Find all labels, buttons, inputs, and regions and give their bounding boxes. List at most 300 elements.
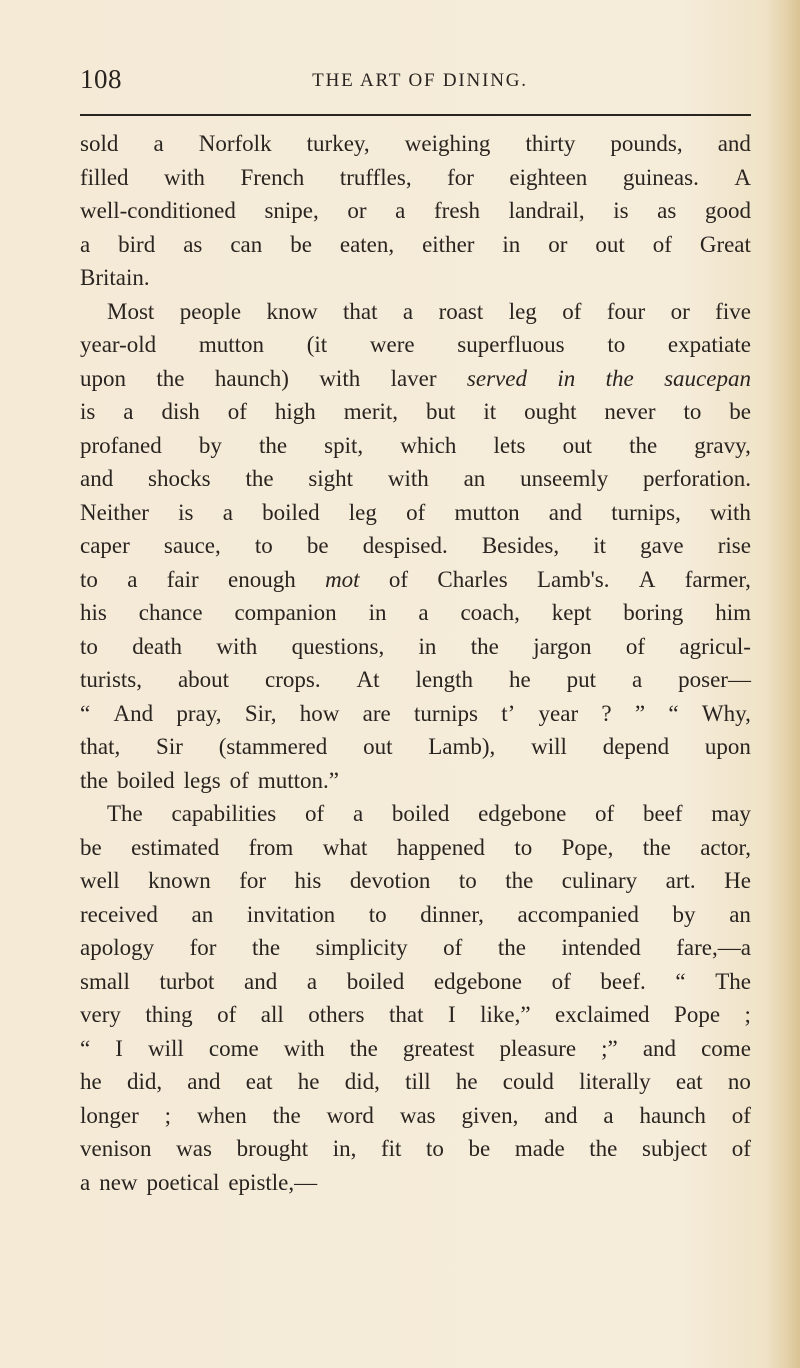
word: eat bbox=[675, 1069, 703, 1094]
word: laver bbox=[390, 365, 437, 391]
word: to bbox=[368, 901, 387, 927]
text-line bbox=[80, 1099, 751, 1133]
word: made bbox=[514, 1136, 565, 1161]
word: small bbox=[80, 968, 130, 994]
word: turnips, bbox=[611, 499, 681, 525]
word: death bbox=[132, 633, 183, 659]
word: pleasure bbox=[499, 1035, 577, 1061]
word: the bbox=[245, 466, 274, 491]
word: he bbox=[508, 667, 531, 692]
word: the bbox=[497, 935, 526, 960]
word: greatest bbox=[402, 1035, 475, 1061]
word: to bbox=[254, 533, 273, 558]
text-line bbox=[80, 261, 751, 295]
word: landrail, bbox=[508, 198, 585, 223]
word: Sir, bbox=[244, 700, 277, 726]
word: good bbox=[704, 198, 751, 223]
word: fair bbox=[166, 566, 199, 592]
text-line bbox=[80, 596, 751, 630]
word: that bbox=[388, 1002, 424, 1027]
word: be bbox=[80, 834, 102, 860]
word: can bbox=[230, 231, 263, 257]
word: expatiate bbox=[667, 332, 751, 357]
word: subject bbox=[642, 1136, 708, 1161]
word: ? bbox=[601, 700, 612, 726]
word: the bbox=[156, 365, 185, 391]
word: put bbox=[566, 667, 596, 692]
text-line bbox=[80, 898, 751, 932]
word: were bbox=[369, 332, 415, 357]
word: a bbox=[123, 399, 134, 424]
word: a bbox=[631, 667, 643, 692]
word: simplicity bbox=[315, 935, 408, 960]
word: “ bbox=[80, 700, 91, 726]
word: The bbox=[107, 801, 143, 826]
word: and bbox=[80, 466, 114, 491]
word: that, bbox=[80, 734, 121, 759]
word: year-old bbox=[80, 332, 157, 357]
word: snipe, bbox=[264, 198, 319, 223]
word: beef. bbox=[600, 968, 646, 994]
word: to bbox=[607, 332, 626, 357]
word: length bbox=[415, 667, 473, 692]
word: boiled bbox=[262, 499, 320, 525]
word: French bbox=[240, 164, 305, 190]
word: well-conditioned bbox=[80, 198, 236, 223]
word: turists, bbox=[80, 667, 142, 692]
word: “ bbox=[668, 700, 679, 726]
text-line bbox=[80, 328, 751, 362]
word: unseemly bbox=[520, 466, 609, 491]
text-line bbox=[80, 563, 751, 597]
word: despised. bbox=[362, 533, 448, 558]
word: profaned bbox=[80, 432, 162, 458]
word: the bbox=[605, 365, 634, 391]
word: “ bbox=[80, 1035, 91, 1061]
word: edgebone bbox=[478, 801, 567, 826]
word: fresh bbox=[434, 198, 480, 223]
word: haunch bbox=[639, 1102, 706, 1128]
word: did, bbox=[126, 1069, 163, 1094]
text-line bbox=[80, 1032, 751, 1066]
word: come bbox=[701, 1035, 751, 1061]
word: did, bbox=[344, 1069, 380, 1094]
word: people bbox=[179, 298, 242, 324]
word: of bbox=[652, 231, 672, 257]
word: enough bbox=[228, 566, 296, 592]
word: an bbox=[729, 901, 751, 927]
word: chance bbox=[138, 600, 203, 625]
word: of bbox=[595, 801, 615, 826]
word: a bbox=[153, 131, 164, 156]
text-line bbox=[80, 831, 751, 865]
page-number: 108 bbox=[80, 64, 122, 94]
word: him bbox=[715, 600, 751, 625]
word: for bbox=[447, 164, 474, 190]
word: And bbox=[113, 700, 154, 726]
word: from bbox=[248, 834, 294, 860]
word: saucepan bbox=[664, 365, 751, 391]
word: will bbox=[531, 734, 567, 759]
word: Lamb's. bbox=[536, 566, 610, 592]
word: Why, bbox=[701, 700, 751, 726]
word: intended bbox=[561, 935, 641, 960]
word: accompanied bbox=[517, 901, 639, 927]
word: upon bbox=[80, 365, 126, 391]
text-line bbox=[80, 228, 751, 262]
word: with bbox=[216, 633, 258, 659]
word: or bbox=[548, 231, 568, 257]
word: rise bbox=[717, 533, 751, 558]
word: The bbox=[715, 968, 751, 994]
word: in bbox=[368, 600, 387, 625]
word: boiled bbox=[117, 767, 175, 793]
word: ; bbox=[744, 1002, 751, 1027]
word: Besides, bbox=[481, 533, 560, 558]
text-line bbox=[80, 496, 751, 530]
word: his bbox=[80, 600, 107, 625]
word: like,” bbox=[480, 1002, 531, 1027]
word: “ bbox=[675, 968, 686, 994]
word: sight bbox=[308, 466, 354, 491]
word: of bbox=[562, 298, 582, 324]
word: all bbox=[260, 1002, 284, 1027]
word: others bbox=[308, 1002, 365, 1027]
word: what bbox=[322, 834, 368, 860]
word: very bbox=[80, 1002, 121, 1027]
word: out bbox=[562, 432, 592, 458]
word: kept bbox=[551, 600, 592, 625]
word: eighteen bbox=[509, 164, 588, 190]
word: to bbox=[80, 566, 98, 592]
word: leg bbox=[508, 298, 537, 324]
word: actor, bbox=[700, 834, 751, 860]
word: boiled bbox=[346, 968, 405, 994]
word: year bbox=[538, 700, 579, 726]
word: upon bbox=[704, 734, 751, 759]
word: was bbox=[176, 1136, 212, 1161]
word: a bbox=[80, 1169, 91, 1195]
text-line bbox=[80, 1065, 751, 1099]
word: depend bbox=[602, 734, 670, 759]
word: dish bbox=[161, 399, 200, 424]
word: out bbox=[363, 734, 393, 759]
word: turnips bbox=[414, 700, 478, 726]
text-line bbox=[80, 797, 751, 831]
text-line bbox=[80, 429, 751, 463]
word: he bbox=[80, 1069, 102, 1094]
word: be bbox=[729, 399, 751, 424]
word: with bbox=[387, 466, 429, 491]
text-line bbox=[80, 630, 751, 664]
word: of bbox=[229, 767, 249, 793]
word: a bbox=[603, 1102, 614, 1128]
word: poetical bbox=[146, 1169, 220, 1195]
word: as bbox=[657, 198, 677, 223]
word: truffles, bbox=[339, 164, 412, 190]
word: agricul- bbox=[679, 633, 751, 659]
text-line bbox=[80, 395, 751, 429]
word: or bbox=[670, 298, 690, 324]
word: sold bbox=[80, 131, 119, 156]
word: ” bbox=[634, 700, 646, 726]
word: literally bbox=[579, 1069, 651, 1094]
word: will bbox=[148, 1035, 184, 1061]
word: with bbox=[283, 1035, 325, 1061]
word: of bbox=[443, 935, 463, 960]
word: he bbox=[297, 1069, 320, 1094]
word: it bbox=[593, 533, 607, 558]
word: mot bbox=[325, 566, 360, 592]
word: never bbox=[604, 399, 656, 424]
word: crops. bbox=[265, 667, 321, 692]
word: is bbox=[178, 499, 194, 525]
word: Britain. bbox=[80, 265, 150, 290]
word: apology bbox=[80, 935, 155, 960]
word: culinary bbox=[561, 868, 638, 893]
word: word bbox=[326, 1102, 374, 1128]
word: the bbox=[258, 432, 288, 458]
word: a bbox=[306, 968, 318, 994]
word: of bbox=[227, 399, 247, 424]
word: high bbox=[274, 399, 316, 424]
text-line bbox=[80, 764, 751, 798]
word: to bbox=[683, 399, 702, 424]
word: art. bbox=[665, 868, 696, 893]
word: sauce, bbox=[163, 533, 221, 558]
word: brought bbox=[236, 1136, 309, 1161]
word: ; bbox=[164, 1102, 172, 1128]
word: or bbox=[347, 198, 367, 223]
word: in bbox=[502, 231, 521, 257]
word: leg bbox=[348, 499, 377, 525]
word: Great bbox=[699, 231, 751, 257]
word: was bbox=[399, 1102, 436, 1128]
word: weighing bbox=[404, 131, 491, 156]
word: no bbox=[727, 1069, 751, 1094]
word: the bbox=[470, 633, 499, 659]
word: pray, bbox=[176, 700, 222, 726]
word: bird bbox=[118, 231, 156, 257]
word: of bbox=[551, 968, 571, 994]
body-text bbox=[80, 127, 751, 1199]
text-line bbox=[80, 1132, 751, 1166]
word: served bbox=[466, 365, 527, 391]
word: about bbox=[177, 667, 230, 692]
word: jargon bbox=[533, 633, 592, 659]
word: new bbox=[99, 1169, 138, 1195]
word: could bbox=[502, 1069, 554, 1094]
word: A bbox=[638, 566, 656, 592]
word: filled bbox=[80, 164, 129, 190]
word: and bbox=[187, 1069, 221, 1094]
word: which bbox=[400, 432, 457, 458]
word: He bbox=[724, 868, 751, 893]
word: ;” bbox=[601, 1035, 618, 1061]
text-line bbox=[80, 1166, 751, 1200]
text-line bbox=[80, 161, 751, 195]
word: turkey, bbox=[306, 131, 370, 156]
word: I bbox=[115, 1035, 123, 1061]
word: a bbox=[352, 801, 364, 826]
word: for bbox=[189, 935, 217, 960]
word: in, bbox=[332, 1136, 357, 1161]
word: exclaimed bbox=[555, 1002, 650, 1027]
word: be bbox=[306, 533, 329, 558]
text-line bbox=[80, 998, 751, 1032]
text-line bbox=[80, 529, 751, 563]
word: of bbox=[388, 566, 409, 592]
word: as bbox=[183, 231, 203, 257]
word: capabilities bbox=[171, 801, 277, 826]
word: an bbox=[463, 466, 486, 491]
word: ought bbox=[524, 399, 577, 424]
word: the bbox=[252, 935, 281, 960]
word: superfluous bbox=[457, 332, 565, 357]
word: venison bbox=[80, 1136, 152, 1161]
text-line bbox=[80, 965, 751, 999]
word: the bbox=[349, 1035, 378, 1061]
word: eaten, bbox=[339, 231, 395, 257]
word: Charles bbox=[437, 566, 508, 592]
word: in bbox=[557, 365, 576, 391]
word: companion bbox=[234, 600, 337, 625]
word: it bbox=[483, 399, 497, 424]
word: a bbox=[222, 499, 233, 525]
word: guineas. bbox=[622, 164, 699, 190]
word: eat bbox=[245, 1069, 273, 1094]
word: (it bbox=[306, 332, 328, 357]
page-edge-shadow bbox=[766, 0, 800, 1368]
word: Sir bbox=[156, 734, 183, 759]
page-header bbox=[80, 64, 750, 104]
word: poser— bbox=[678, 667, 751, 692]
word: merit, bbox=[343, 399, 399, 424]
word: of bbox=[731, 1102, 751, 1128]
word: with bbox=[319, 365, 361, 391]
word: legs bbox=[183, 767, 221, 793]
word: and bbox=[244, 968, 278, 994]
word: fare,—a bbox=[676, 935, 751, 960]
word: an bbox=[191, 901, 214, 927]
word: estimated bbox=[131, 834, 220, 860]
word: turbot bbox=[159, 968, 215, 994]
word: with bbox=[164, 164, 205, 190]
word: that bbox=[343, 298, 378, 324]
word: devotion bbox=[349, 868, 431, 893]
word: of bbox=[406, 499, 426, 525]
word: fit bbox=[380, 1136, 402, 1161]
word: to bbox=[514, 834, 533, 860]
word: farmer, bbox=[684, 566, 751, 592]
word: are bbox=[362, 700, 391, 726]
word: and bbox=[544, 1102, 578, 1128]
word: Most bbox=[107, 298, 155, 324]
word: the bbox=[629, 432, 658, 458]
word: happened bbox=[396, 834, 485, 860]
word: longer bbox=[80, 1102, 139, 1128]
word: t’ bbox=[501, 700, 516, 726]
word: and bbox=[642, 1035, 677, 1061]
word: gave bbox=[640, 533, 684, 558]
text-line bbox=[80, 462, 751, 496]
word: to bbox=[458, 868, 477, 893]
running-head: THE ART OF DINING. bbox=[312, 70, 528, 91]
word: but bbox=[425, 399, 456, 424]
word: be bbox=[290, 231, 312, 257]
text-line bbox=[80, 931, 751, 965]
word: Pope bbox=[674, 1002, 721, 1027]
word: invitation bbox=[246, 901, 336, 927]
word: A bbox=[734, 164, 751, 190]
text-line bbox=[80, 127, 751, 161]
word: is bbox=[613, 198, 629, 223]
word: shocks bbox=[148, 466, 211, 491]
word: known bbox=[148, 868, 211, 893]
word: boiled bbox=[391, 801, 450, 826]
text-line bbox=[80, 295, 751, 329]
word: Pope, bbox=[561, 834, 614, 860]
word: of bbox=[305, 801, 325, 826]
word: by bbox=[672, 901, 696, 927]
word: questions, bbox=[291, 633, 385, 659]
text-line bbox=[80, 362, 751, 396]
word: with bbox=[710, 499, 751, 525]
word: the bbox=[505, 868, 534, 893]
word: gravy, bbox=[694, 432, 751, 458]
word: a bbox=[418, 600, 429, 625]
word: dinner, bbox=[420, 901, 484, 927]
word: may bbox=[711, 801, 751, 826]
word: mutton bbox=[198, 332, 265, 357]
word: and bbox=[548, 499, 583, 525]
word: At bbox=[356, 667, 380, 692]
word: the bbox=[589, 1136, 618, 1161]
word: mutton.” bbox=[257, 767, 339, 793]
word: in bbox=[418, 633, 437, 659]
word: the bbox=[272, 1102, 301, 1128]
word: coach, bbox=[460, 600, 520, 625]
word: how bbox=[299, 700, 340, 726]
word: roast bbox=[438, 298, 484, 324]
word: haunch) bbox=[214, 365, 289, 391]
word: the bbox=[80, 767, 109, 793]
text-line bbox=[80, 730, 751, 764]
word: a bbox=[80, 231, 91, 257]
word: beef bbox=[642, 801, 683, 826]
word: to bbox=[426, 1136, 444, 1161]
word: boring bbox=[623, 600, 684, 625]
word: is bbox=[80, 399, 96, 424]
word: of bbox=[625, 633, 646, 659]
word: lets bbox=[493, 432, 526, 458]
word: of bbox=[731, 1136, 751, 1161]
word: I bbox=[447, 1002, 456, 1027]
text-line bbox=[80, 697, 751, 731]
word: Lamb), bbox=[428, 734, 496, 759]
word: Norfolk bbox=[198, 131, 272, 156]
word: for bbox=[239, 868, 267, 893]
word: thing bbox=[145, 1002, 193, 1027]
word: Neither bbox=[80, 499, 149, 525]
word: a bbox=[127, 566, 138, 592]
word: till bbox=[405, 1069, 431, 1094]
word: caper bbox=[80, 533, 130, 558]
header-rule bbox=[80, 114, 751, 116]
word: epistle,— bbox=[228, 1169, 318, 1195]
word: come bbox=[208, 1035, 259, 1061]
text-line bbox=[80, 663, 751, 697]
